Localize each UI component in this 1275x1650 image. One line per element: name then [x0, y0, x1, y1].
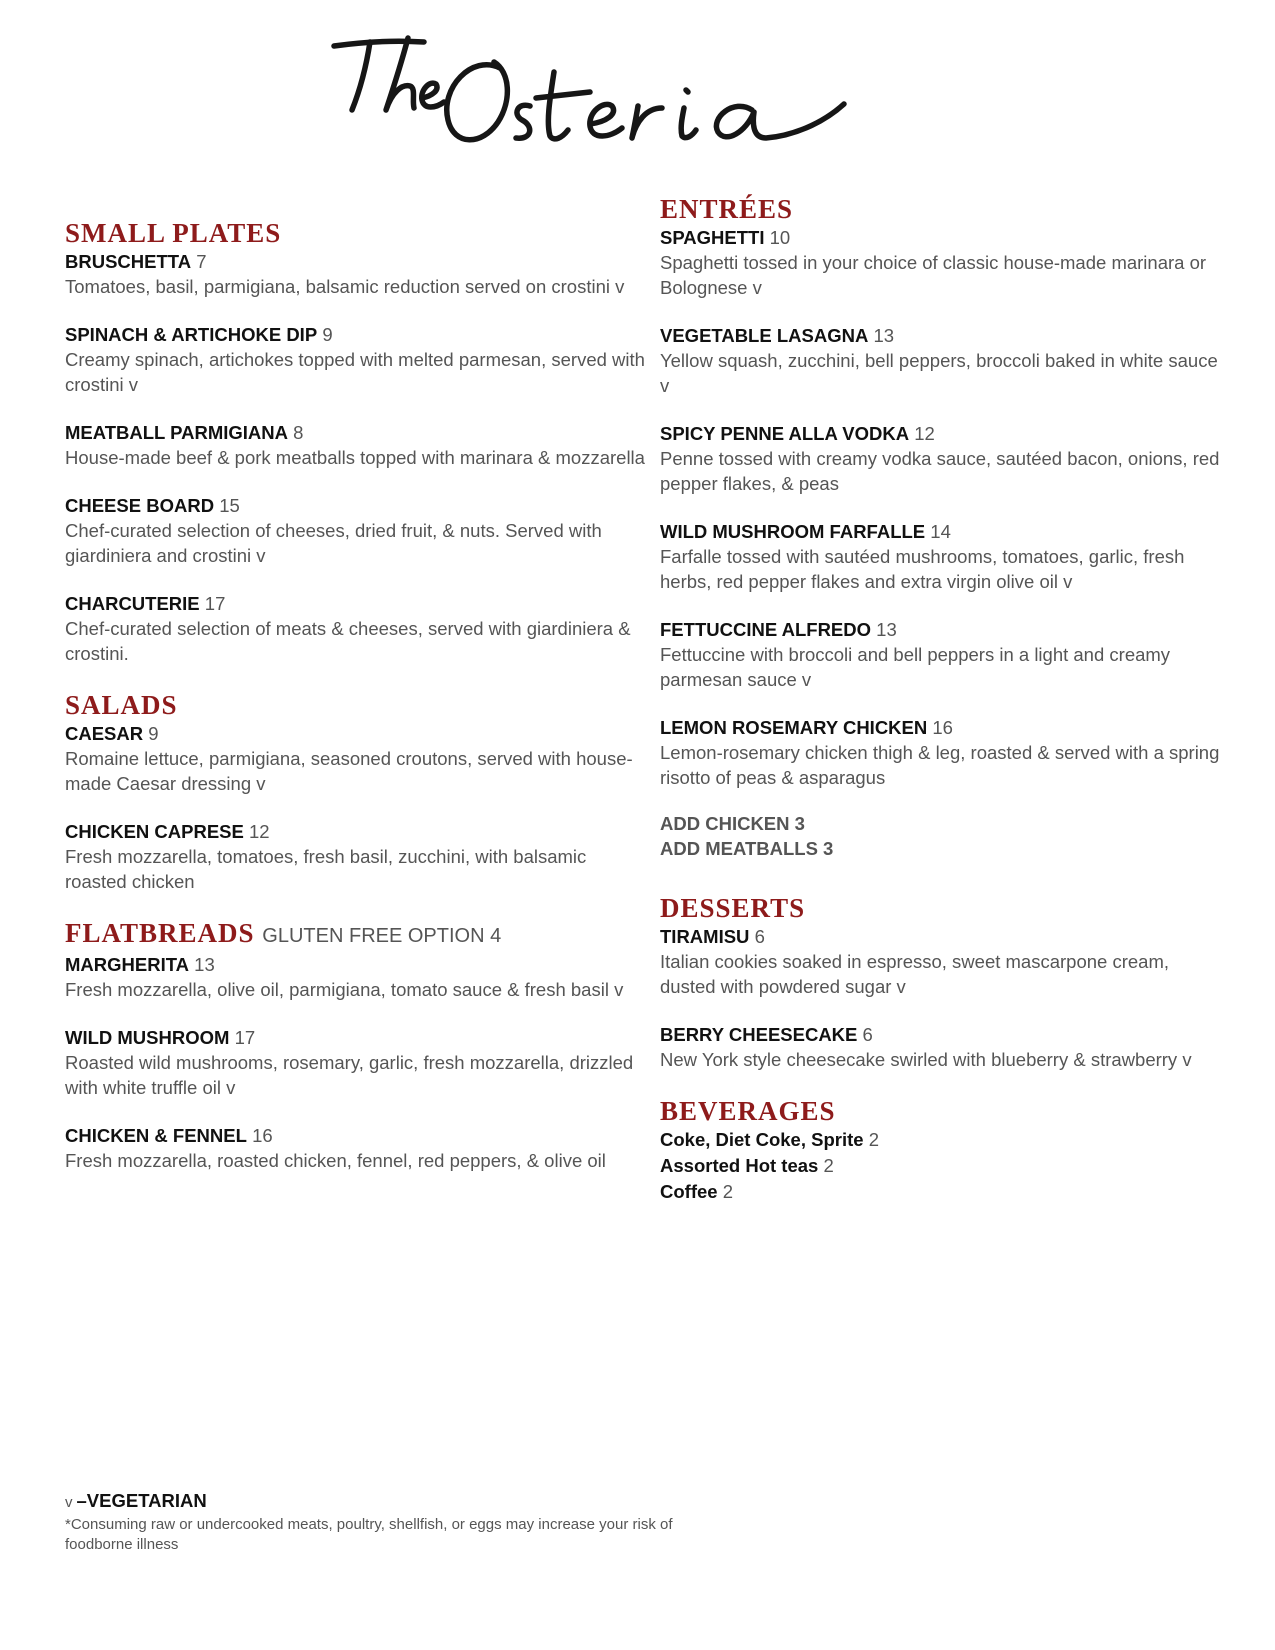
item-description: Chef-curated selection of meats & cheeses, served with giardiniera & crostini. — [65, 618, 631, 664]
menu-item — [65, 249, 645, 299]
item-heading — [660, 421, 1220, 446]
right-column — [660, 194, 1220, 1229]
section-title: ENTRÉES — [660, 194, 794, 224]
item-price: 12 — [249, 821, 270, 842]
item-name: BRUSCHETTA — [65, 251, 192, 272]
item-price: 13 — [873, 325, 895, 346]
item-description: Tomatoes, basil, parmigiana, balsamic reduction served on crostini v — [65, 276, 625, 297]
item-heading — [65, 591, 645, 616]
item-heading — [65, 721, 645, 746]
item-name: WILD MUSHROOM FARFALLE — [660, 521, 926, 542]
beverage-list — [660, 1127, 1220, 1205]
section-small-plates — [65, 218, 645, 666]
menu-item — [65, 591, 645, 666]
item-price: 17 — [204, 593, 226, 614]
menu-item — [660, 519, 1220, 594]
item-name: CHICKEN & FENNEL — [65, 1125, 247, 1146]
item-description: Fresh mozzarella, olive oil, parmigiana, tomato sauce & fresh basil v — [65, 979, 624, 1000]
item-heading — [660, 519, 1220, 544]
item-description: Fresh mozzarella, roasted chicken, fennel, red peppers, & olive oil — [65, 1150, 606, 1171]
menu-item — [660, 421, 1220, 496]
item-price: 9 — [322, 324, 333, 345]
item-name: SPAGHETTI — [660, 227, 765, 248]
item-price: 13 — [194, 954, 215, 975]
item-name: LEMON ROSEMARY CHICKEN — [660, 717, 928, 738]
item-description: Farfalle tossed with sautéed mushrooms, tomatoes, garlic, fresh herbs, red pepper flakes and extra virgin olive oil v — [660, 546, 1185, 592]
entree-list — [660, 225, 1220, 790]
item-heading — [660, 225, 1220, 250]
item-name: WILD MUSHROOM — [65, 1027, 230, 1048]
section-flatbreads — [65, 918, 645, 1173]
section-title — [65, 218, 645, 248]
item-description: Chef-curated selection of cheeses, dried fruit, & nuts. Served with giardiniera and crostini v — [65, 520, 602, 566]
item-heading — [65, 819, 645, 844]
addon-chicken: ADD CHICKEN 3 — [660, 813, 805, 834]
item-description: Spaghetti tossed in your choice of classic house-made marinara or Bolognese v — [660, 252, 1207, 298]
addon-meatballs: ADD MEATBALLS 3 — [660, 838, 834, 859]
item-description: Roasted wild mushrooms, rosemary, garlic, fresh mozzarella, drizzled with white truffle oil v — [65, 1052, 634, 1098]
menu-item — [65, 1025, 645, 1100]
item-name: FETTUCCINE ALFREDO — [660, 619, 872, 640]
item-name: CAESAR — [65, 723, 144, 744]
item-description: Italian cookies soaked in espresso, sweet mascarpone cream, dusted with powdered sugar v — [660, 951, 1170, 997]
item-heading — [65, 952, 645, 977]
beverage-item — [660, 1127, 1220, 1153]
menu-item — [65, 420, 645, 470]
item-name: MARGHERITA — [65, 954, 190, 975]
section-salads — [65, 690, 645, 894]
menu-item — [660, 1022, 1220, 1072]
item-name: SPICY PENNE ALLA VODKA — [660, 423, 910, 444]
item-price: 2 — [823, 1155, 834, 1176]
section-title-text: SALADS — [65, 690, 178, 720]
item-name: CHARCUTERIE — [65, 593, 200, 614]
section-desserts — [660, 893, 1220, 1072]
item-price: 2 — [722, 1181, 733, 1202]
item-price: 2 — [868, 1129, 879, 1150]
section-title — [65, 918, 645, 951]
item-description: Lemon-rosemary chicken thigh & leg, roasted & served with a spring risotto of peas & asparagus — [660, 742, 1220, 788]
dessert-list — [660, 924, 1220, 1072]
item-price: 13 — [876, 619, 897, 640]
item-name: Coffee — [660, 1181, 718, 1202]
item-description: Yellow squash, zucchini, bell peppers, broccoli baked in white sauce v — [660, 350, 1218, 396]
osteria-logo — [322, 28, 882, 168]
item-price: 9 — [148, 723, 159, 744]
item-heading — [660, 617, 1220, 642]
item-name: BERRY CHEESECAKE — [660, 1024, 858, 1045]
item-price: 7 — [196, 251, 207, 272]
menu-item — [65, 493, 645, 568]
menu-item — [65, 819, 645, 894]
item-heading — [65, 322, 645, 347]
item-price: 10 — [769, 227, 791, 248]
menu-item — [660, 617, 1220, 692]
section-beverages — [660, 1096, 1220, 1205]
vegetarian-label: –VEGETARIAN — [76, 1490, 207, 1511]
item-name: CHICKEN CAPRESE — [65, 821, 244, 842]
item-name: Coke, Diet Coke, Sprite — [660, 1129, 864, 1150]
item-price: 8 — [293, 422, 304, 443]
item-price: 6 — [862, 1024, 873, 1045]
menu-item — [65, 1123, 645, 1173]
item-description: Fresh mozzarella, tomatoes, fresh basil, zucchini, with balsamic roasted chicken — [65, 846, 587, 892]
item-price: 16 — [252, 1125, 273, 1146]
section-title — [65, 690, 645, 720]
item-name: Assorted Hot teas — [660, 1155, 819, 1176]
item-heading — [660, 323, 1220, 348]
item-price: 17 — [234, 1027, 256, 1048]
item-name: CHEESE BOARD — [65, 495, 215, 516]
item-description: Creamy spinach, artichokes topped with melted parmesan, served with crostini v — [65, 349, 645, 395]
item-price: 16 — [932, 717, 953, 738]
beverage-item — [660, 1153, 1220, 1179]
item-description: Fettuccine with broccoli and bell peppers in a light and creamy parmesan sauce v — [660, 644, 1171, 690]
addons — [660, 811, 1220, 861]
item-description: Penne tossed with creamy vodka sauce, sautéed bacon, onions, red pepper flakes, & peas — [660, 448, 1220, 494]
item-heading — [660, 715, 1220, 740]
left-column — [65, 218, 645, 1197]
footer — [65, 1489, 685, 1555]
item-heading — [65, 493, 645, 518]
menu-item — [660, 225, 1220, 300]
item-name: SPINACH & ARTICHOKE DIP — [65, 324, 318, 345]
section-title-text: SMALL PLATES — [65, 218, 282, 248]
section-title: BEVERAGES — [660, 1096, 836, 1126]
menu-item — [660, 323, 1220, 398]
section-title: DESSERTS — [660, 893, 806, 923]
menu-item — [660, 715, 1220, 790]
item-name: VEGETABLE LASAGNA — [660, 325, 869, 346]
vegetarian-symbol: v — [65, 1494, 73, 1511]
section-entrees — [660, 194, 1220, 861]
item-heading — [65, 1025, 645, 1050]
food-safety-disclaimer: *Consuming raw or undercooked meats, poultry, shellfish, or eggs may increase your risk of foodborne illness — [65, 1516, 673, 1553]
vegetarian-legend — [65, 1489, 685, 1515]
menu-item — [65, 952, 645, 1002]
item-name: MEATBALL PARMIGIANA — [65, 422, 289, 443]
item-description: Romaine lettuce, parmigiana, seasoned croutons, served with house-made Caesar dressing v — [65, 748, 633, 794]
menu-item — [660, 924, 1220, 999]
item-heading — [660, 1022, 1220, 1047]
beverage-item — [660, 1179, 1220, 1205]
item-heading — [65, 420, 645, 445]
item-price: 6 — [754, 926, 765, 947]
menu-item — [65, 322, 645, 397]
section-note: GLUTEN FREE OPTION 4 — [262, 925, 502, 947]
item-price: 14 — [930, 521, 951, 542]
item-description: House-made beef & pork meatballs topped with marinara & mozzarella — [65, 447, 645, 468]
section-title-text: FLATBREADS — [65, 918, 255, 948]
item-price: 12 — [914, 423, 935, 444]
menu-item — [65, 721, 645, 796]
item-heading — [660, 924, 1220, 949]
item-description: New York style cheesecake swirled with blueberry & strawberry v — [660, 1049, 1192, 1070]
item-price: 15 — [219, 495, 240, 516]
item-heading — [65, 249, 645, 274]
item-heading — [65, 1123, 645, 1148]
item-name: TIRAMISU — [660, 926, 750, 947]
